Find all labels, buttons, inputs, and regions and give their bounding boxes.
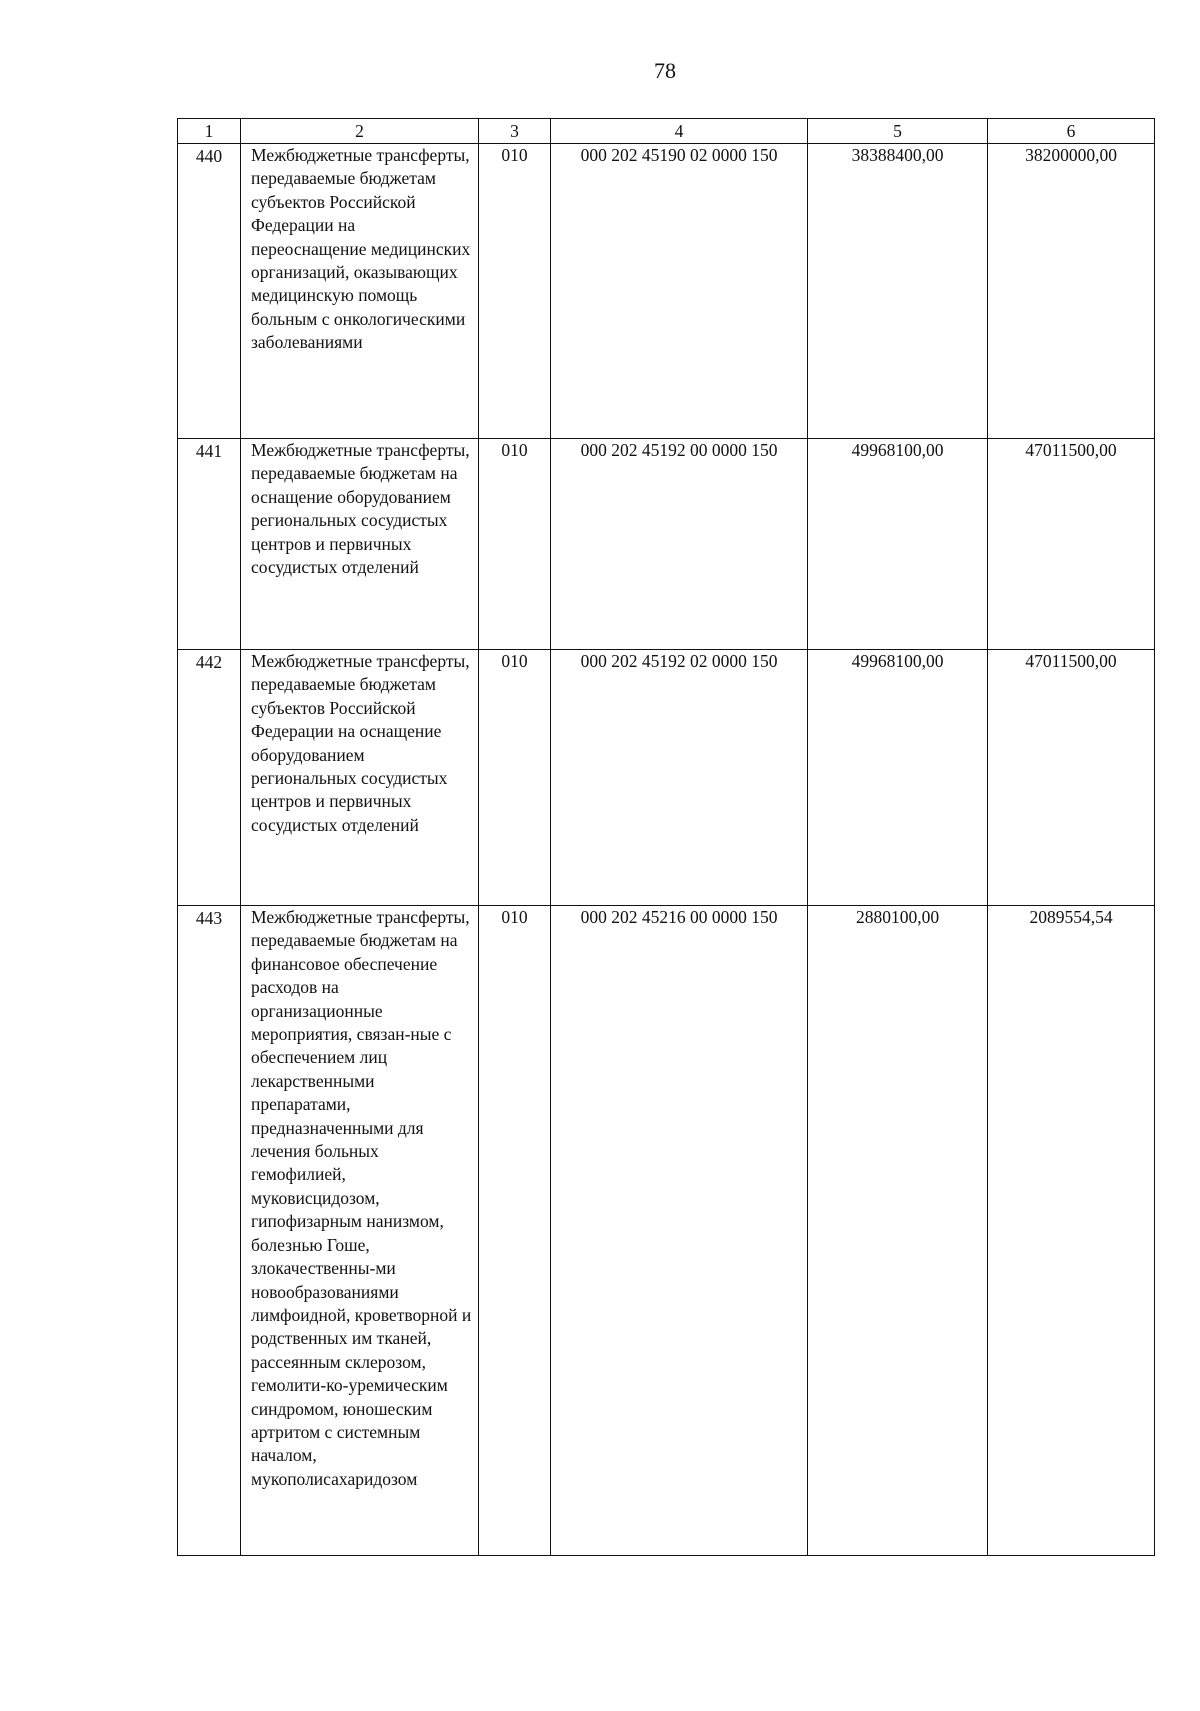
row-kbk: 000 202 45192 02 0000 150 bbox=[551, 650, 808, 906]
table-row bbox=[178, 439, 1155, 650]
row-name: Межбюджетные трансферты, передаваемые бюджетам субъектов Российской Федерации на переоснащение медицинских организаций, оказывающих медицинскую помощь больным с онкологическими заболеваниями bbox=[241, 144, 479, 439]
header-cell-col3: 3 bbox=[479, 119, 551, 144]
row-amount-col6: 2089554,54 bbox=[988, 906, 1155, 1556]
header-row bbox=[178, 119, 1155, 144]
row-code: 010 bbox=[479, 650, 551, 906]
row-amount-col6: 47011500,00 bbox=[988, 439, 1155, 650]
row-number: 441 bbox=[178, 439, 241, 650]
row-amount-col5: 38388400,00 bbox=[808, 144, 988, 439]
table-row bbox=[178, 650, 1155, 906]
header-cell-col4: 4 bbox=[551, 119, 808, 144]
row-number: 440 bbox=[178, 144, 241, 439]
row-kbk: 000 202 45216 00 0000 150 bbox=[551, 906, 808, 1556]
row-code: 010 bbox=[479, 906, 551, 1556]
header-cell-col5: 5 bbox=[808, 119, 988, 144]
header-cell-col6: 6 bbox=[988, 119, 1155, 144]
header-cell-col1: 1 bbox=[178, 119, 241, 144]
table-row bbox=[178, 144, 1155, 439]
row-name: Межбюджетные трансферты, передаваемые бюджетам субъектов Российской Федерации на оснащение оборудованием региональных сосудистых центров и первичных сосудистых отделений bbox=[241, 650, 479, 906]
row-amount-col6: 47011500,00 bbox=[988, 650, 1155, 906]
row-code: 010 bbox=[479, 439, 551, 650]
table-row bbox=[178, 906, 1155, 1556]
row-kbk: 000 202 45192 00 0000 150 bbox=[551, 439, 808, 650]
header-cell-col2: 2 bbox=[241, 119, 479, 144]
row-amount-col6: 38200000,00 bbox=[988, 144, 1155, 439]
row-number: 443 bbox=[178, 906, 241, 1556]
row-name: Межбюджетные трансферты, передаваемые бюджетам на оснащение оборудованием региональных сосудистых центров и первичных сосудистых отделений bbox=[241, 439, 479, 650]
budget-table bbox=[177, 118, 1155, 1556]
row-number: 442 bbox=[178, 650, 241, 906]
row-amount-col5: 49968100,00 bbox=[808, 650, 988, 906]
row-code: 010 bbox=[479, 144, 551, 439]
row-amount-col5: 2880100,00 bbox=[808, 906, 988, 1556]
row-kbk: 000 202 45190 02 0000 150 bbox=[551, 144, 808, 439]
page-number: 78 bbox=[654, 58, 676, 83]
row-name: Межбюджетные трансферты, передаваемые бюджетам на финансовое обеспечение расходов на организационные мероприятия, связан-ные с обеспечением лиц лекарственными препаратами, предназначенными для лечения больных гемофилией, муковисцидозом, гипофизарным нанизмом, болезнью Гоше, злокачественны-ми новообразованиями лимфоидной, кроветворной и родственных им тканей, рассеянным склерозом, гемолити-ко-уремическим синдромом, юношеским артритом с системным началом, мукополисахаридозом bbox=[241, 906, 479, 1556]
row-amount-col5: 49968100,00 bbox=[808, 439, 988, 650]
